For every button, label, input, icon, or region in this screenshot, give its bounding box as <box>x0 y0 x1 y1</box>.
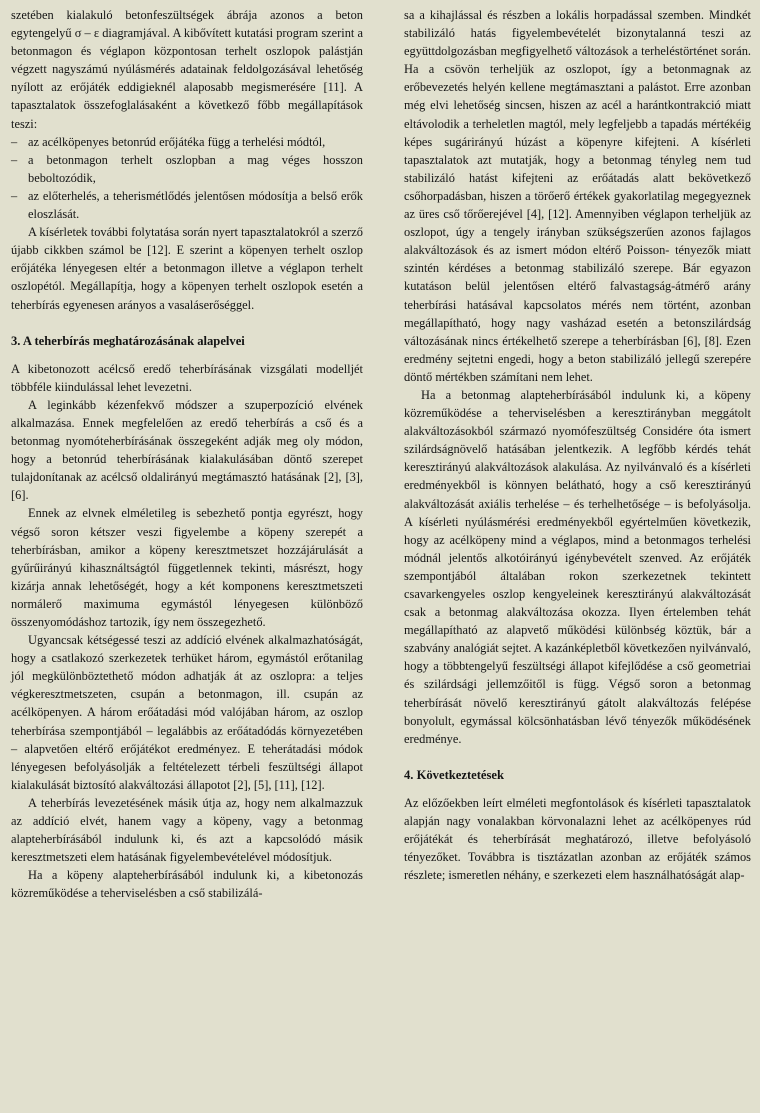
dash-bullet-icon: – <box>11 152 18 167</box>
dash-bullet-icon: – <box>11 188 18 203</box>
section-3-heading: 3. A teherbírás meghatározásának alapelvei <box>11 333 245 348</box>
list-item: – az előterhelés, a teherismétlődés jelentősen módosítja a belső erők eloszlását. <box>11 188 363 222</box>
left-column <box>11 6 363 903</box>
section-4-heading: 4. Következtetések <box>404 767 505 782</box>
body-paragraph: Ennek az elvnek elméletileg is sebezhető pontja egyrészt, hogy végső soron kétszer veszi figyelembe a köpeny szerepét a teherbírásban, amikor a köpeny keresztmetszet hozzájárulását a gyűrűirányú kihasználtságtól függetlennek tekinti, másrészt, hogy kizárja annak lehetőségét, hogy a két komponens keresztmetszeti normálerő maximuma egymástól lényegesen különböző összenyomódáshoz tartozik, így nem összegezhető. <box>11 506 363 629</box>
intro-paragraph: szetében kialakuló betonfeszültségek ábrája azonos a beton egytengelyű σ – ε diagramjával. A kibővített kutatási program szerint a betonmagon és véglapon központosan terhelt oszlopok palástján végzett nagyszámú nyúlásmérés adatainak feldolgozásával lehetőség nyílott az erőjáték eddigieknél alaposabb megismerésére [11]. A tapasztalatok összefoglalásaként a következő főbb megállapítások teszi: <box>11 8 363 131</box>
body-paragraph: Ugyancsak kétségessé teszi az addíció elvének alkalmazhatóságát, hogy a csatlakozó szerkezetek terhüket három, egymástól erőtanilag jól megkülönböztethető módon adhatják át az oszlopra: a teljes végkeresztmetszeten, csupán a betonmagon, ill. csupán az acélköpenyen. A három erőátadási mód valójában három, az oszlop teherbírása szempontjából – legalábbis az erőátadódás környezetében – alapvetően eltérő erőjátékot eredményez. E teherátadási módok lényegesen befolyásolják a feltételezett térbeli feszültségi állapot kialakulását biztosító alakváltozási állapotot [2], [5], [11], [12]. <box>11 633 363 792</box>
section-spacer <box>11 314 363 332</box>
body-paragraph: Ha a köpeny alapteherbírásából indulunk ki, a kibetonozás közreműködése a teherviselésben a cső stabilizálá- <box>11 868 363 901</box>
body-paragraph: A kibetonozott acélcső eredő teherbírásának vizsgálati modelljét többféle kiindulással lehet levezetni. <box>11 361 363 394</box>
findings-list <box>11 133 363 223</box>
heading-spacer <box>11 350 363 360</box>
heading-spacer <box>404 784 751 794</box>
body-paragraph: Ha a betonmag alapteherbírásából indulunk ki, a köpeny közreműködése a teherviselésben a keresztirányban meggátolt alakváltozásokból származó nyomófeszültség Considére óta ismert szilárdságnövelő hatásában jelentkezik. A legfőbb kérdés tehát keresztirányú alakváltozások alakulása. Az nyilvánvaló és a kísérleti eredményekből is könnyen belátható, hogy a cső keresztirányú alakváltozását axiális terhelése – és terhelhetősége – is befolyásolja. A kísérleti nyúlásmérési eredményekből egyértelműen következik, hogy az acélköpeny mind a véglapos, mind a betonmagos terhelési módnál jelentős alkotóirányú igénybevételt szenved. Az erőjáték szempontjából általában rokon szerkezetnek tekintett csavarkengyeles oszlop kengyeleinek keresztirányú alakváltozását csak a betonmag alakváltozása okozza. Ilyen értelemben tehát megállapítható az alapvető működési különbség köztük, bár a szabvány analógiát sejtet. A kazánképletből következően nyilvánvaló, hogy a többtengelyű feszültségi állapot kifejlődése a cső geometriai és szilárdsági jellemzőitől is függ. Végső soron a betonmag teherbírását növelő keresztirányú gátolt alakváltozás felépése bonyolult, egymással kölcsönhatásban lévő tényezők működésének eredménye. <box>404 387 751 746</box>
body-paragraph: Az előzőekben leírt elméleti megfontolások és kísérleti tapasztalatok alapján nagy vonalakban körvonalazni lehet az acélköpenyes rúd erőjátékát és teherbírását meghatározó, illetve befolyásoló tényezőket. Továbbra is tisztázatlan azonban az erőjáték számos részlete; ismeretlen néhány, e szerkezeti elem használhatóságát alap- <box>404 795 751 883</box>
body-paragraph: A teherbírás levezetésének másik útja az, hogy nem alkalmazzuk az addíció elvét, hanem vagy a köpeny, vagy a betonmag alapteherbírásából indulunk ki, és azt a kapcsolódó másik keresztmetszeti elem hatásának figyelembevételével módosítjuk. <box>11 795 363 865</box>
dash-bullet-icon: – <box>11 134 18 149</box>
body-paragraph: A kísérletek további folytatása során nyert tapasztalatokról a szerző újabb cikkben számol be [12]. E szerint a köpenyen terhelt oszlop erőjátéka lényegesen eltér a betonmagon illetve a véglapon terhelt oszlopétól. Megállapítja, hogy a köpenyen terhelt oszlopok esetén a teherbírás egyenesen arányos a vasaláserőséggel. <box>11 225 363 312</box>
list-item: – az acélköpenyes betonrúd erőjátéka függ a terhelési módtól, <box>11 133 363 151</box>
body-paragraph: sa a kihajlással és részben a lokális horpadással szemben. Mindkét stabilizáló hatás figyelembevételét bizonytalanná teszi az együttdolgozásban megfigyelhető változások a terheléstörténet során. Ha a csövön terheljük az oszlopot, így a betonmagnak az erőbevezetés helyén kellene megtámasztani a palástot. Erre azonban még elvi lehetőség sincsen, hiszen az acél a harántkontrakció miatt eltávolodik a terheletlen magtól, mely legfeljebb a tapadás mértékéig képes sugárirányú húzást a köpenyre kifejteni. A kísérleti tapasztalatok azt mutatják, hogy a betonmag tényleg nem tud stabilizáló hatást kifejteni az erőátadás alatt bekövetkező csőhorpadásban, hiszen a törőerő értékek gyakorlatilag megegyeznek az üres cső tőrőerejével [4], [12]. Amennyiben véglapon terheljük az oszlopot, úgy a tengely irányban szükségszerűen azonos fajlagos alakváltozások és az ismert módon eltérő Poisson- tényezők miatt szintén kérdéses a betonmag stabilizáló szerepe. Bár egyazon kutatáson belül jelentősen eltérő falvastagság-átmérő arány teherbírási hatásával kapcsolatos mérés nem történt, azonban megállapítható, hogy nagy vasházad esetén a betonszilárdság változásának nincs értékelhető szerepe a teherbírásban [6], [8]. Ezen eredmény sejtetni engedi, hogy a beton stabilizáló jellegű szerepére döntő mértékben számítani nem lehet. <box>404 8 751 384</box>
right-column <box>404 6 751 884</box>
body-paragraph: A leginkább kézenfekvő módszer a szuperpozíció elvének alkalmazása. Ennek megfelelően az eredő teherbírás a cső és a betonmag nyomóteherbírásának összegeként adják meg oly módon, hogy a betonrúd teherbírásának kialakulásában döntő szerepet tulajdonítanak az acélcső oldalirányú megtámasztó hatásának [2], [3], [6]. <box>11 397 363 503</box>
section-spacer <box>404 748 751 766</box>
list-item: – a betonmagon terhelt oszlopban a mag véges hosszon beboltozódik, <box>11 152 363 185</box>
